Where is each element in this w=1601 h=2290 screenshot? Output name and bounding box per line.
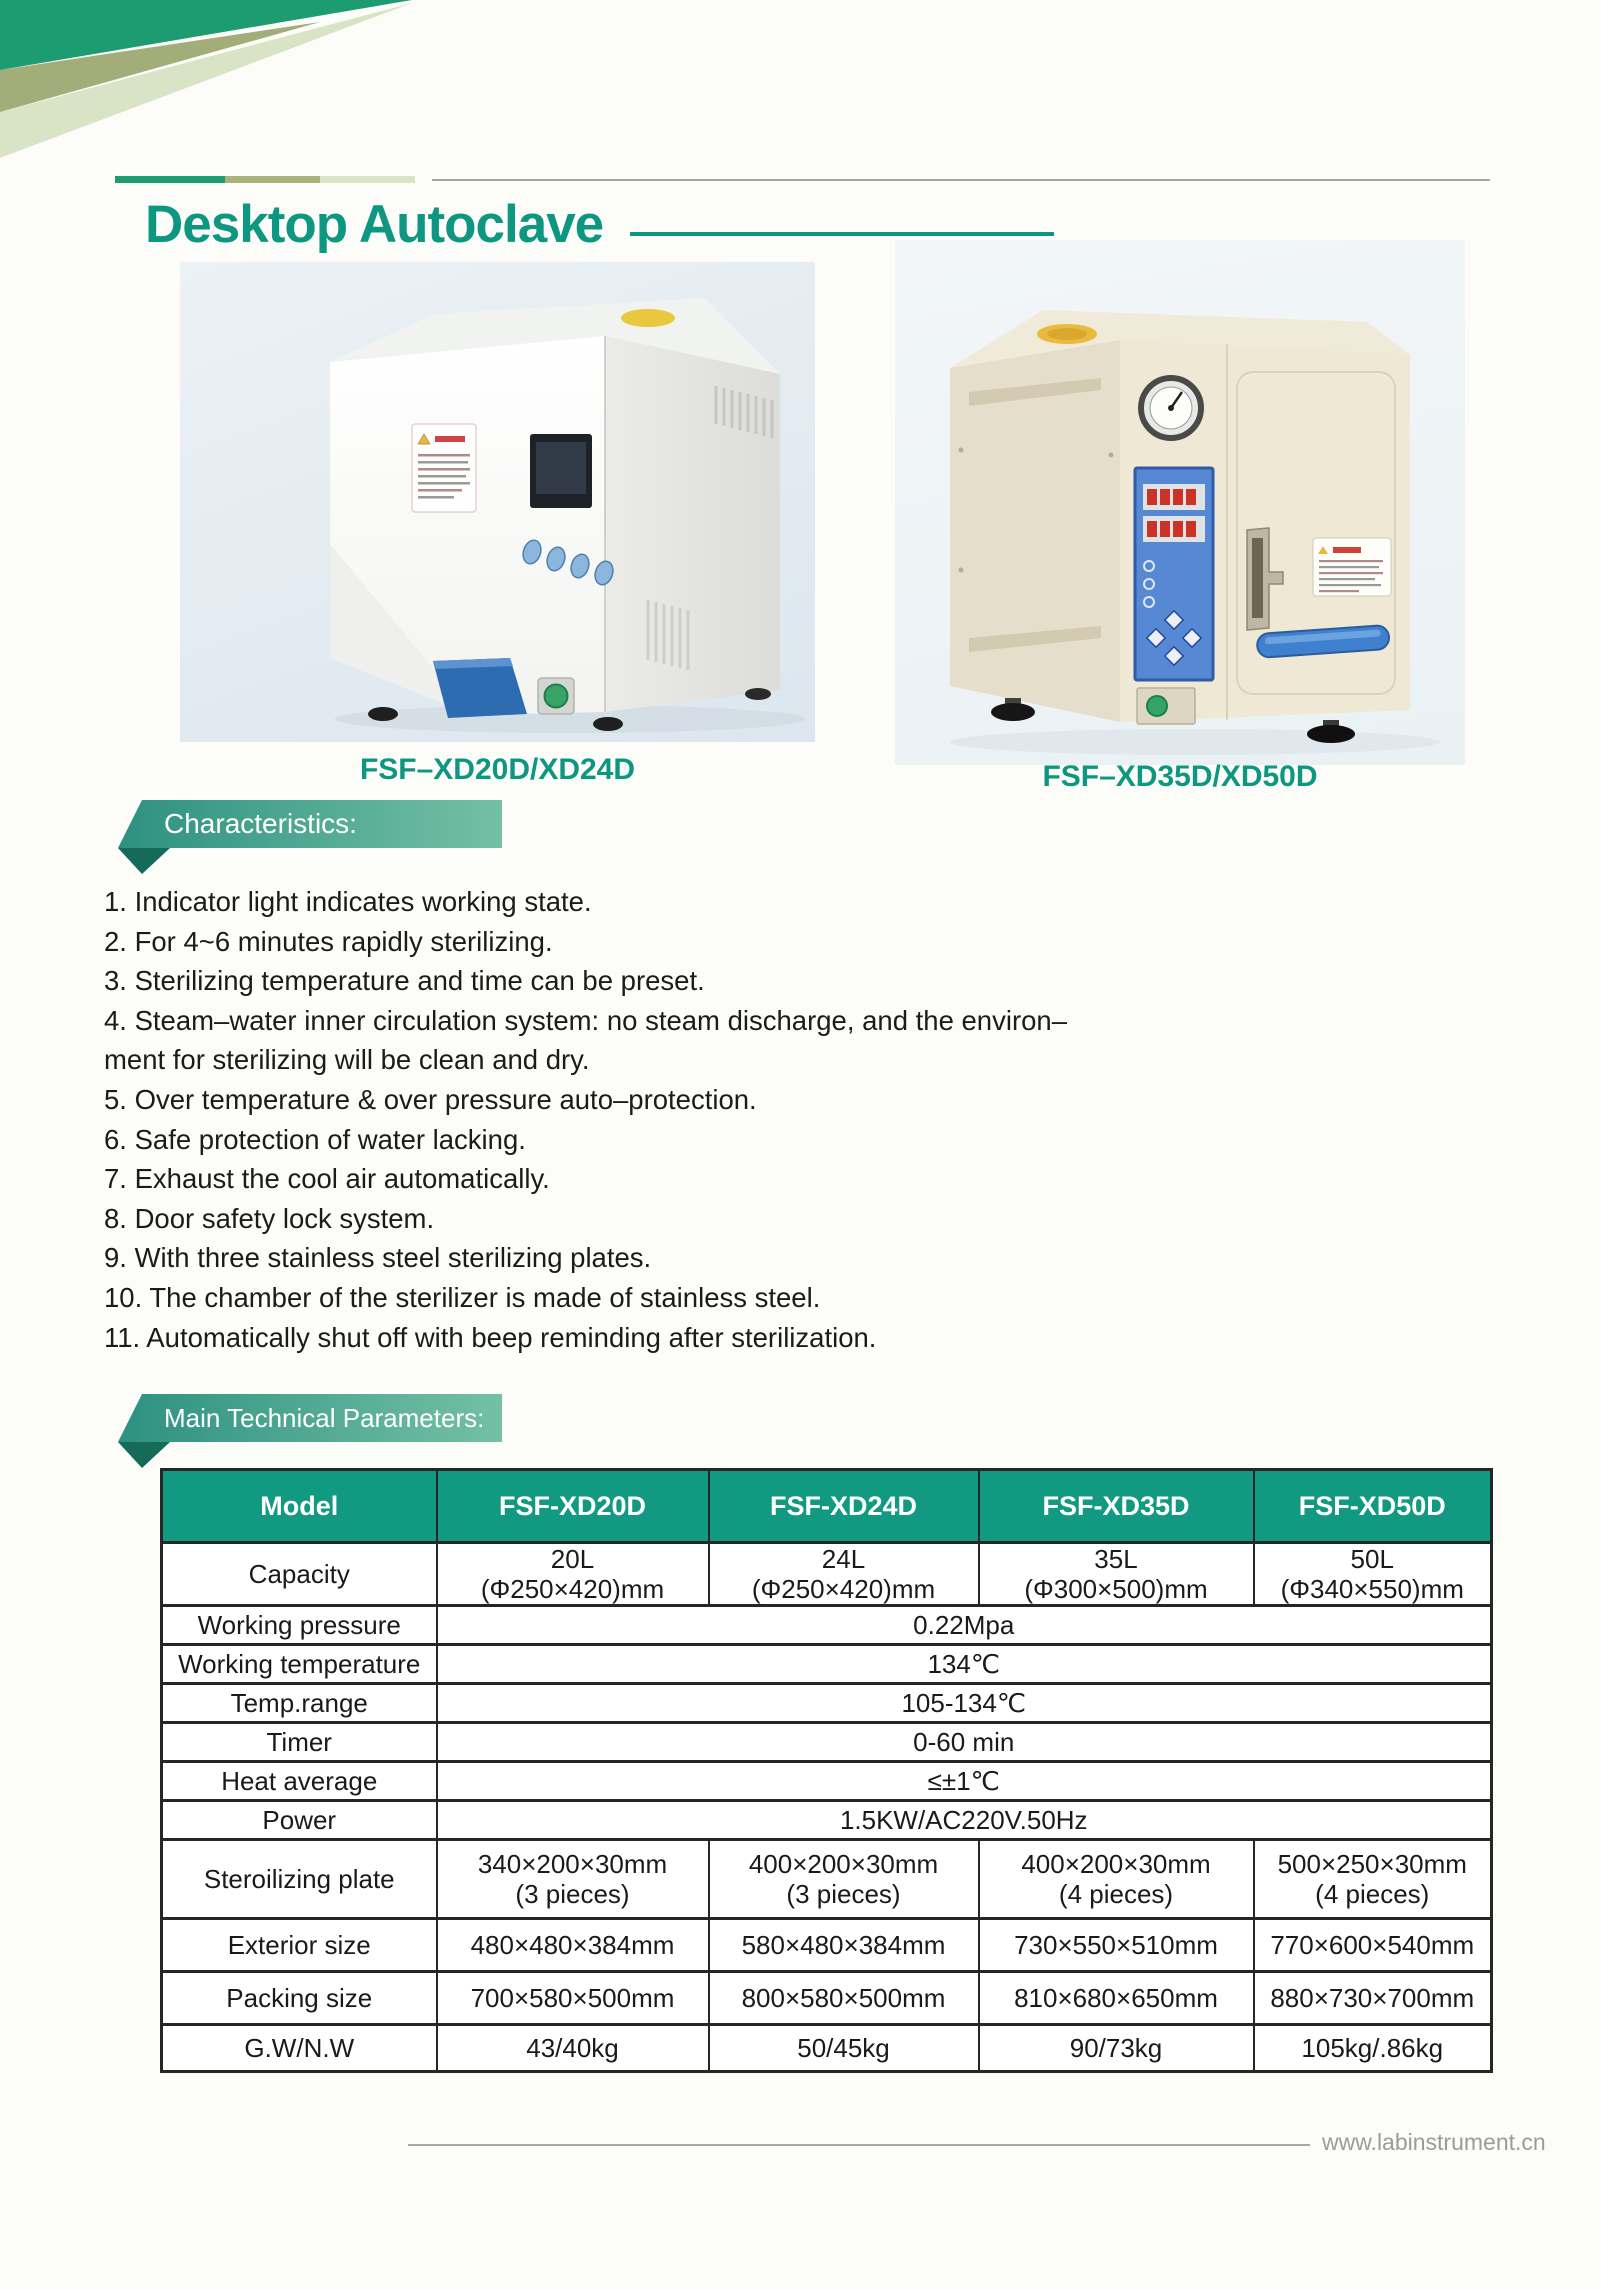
cell-value: 730×550×510mm xyxy=(979,1919,1254,1972)
characteristics-item: 1. Indicator light indicates working state. xyxy=(104,886,592,917)
characteristics-item: 2. For 4~6 minutes rapidly sterilizing. xyxy=(104,925,553,957)
col-header-xd24d: FSF-XD24D xyxy=(709,1470,979,1543)
row-label: Working pressure xyxy=(162,1606,437,1645)
accent-segment-olive xyxy=(225,176,320,183)
col-header-xd20d: FSF-XD20D xyxy=(437,1470,709,1543)
cell-value-span: 134℃ xyxy=(437,1645,1492,1684)
row-label: G.W/N.W xyxy=(162,2025,437,2072)
cell-value: 770×600×540mm xyxy=(1254,1919,1492,1972)
table-row-power xyxy=(162,1801,1492,1840)
characteristics-item: 11. Automatically shut off with beep reminding after sterilization. xyxy=(104,1321,877,1353)
cell-value: 50L xyxy=(1350,1544,1394,1574)
characteristics-item: 7. Exhaust the cool air automatically. xyxy=(104,1163,550,1195)
characteristics-item: 3. Sterilizing temperature and time can be preset. xyxy=(104,965,705,997)
cell-value-span: 0.22Mpa xyxy=(437,1606,1492,1645)
parameters-table xyxy=(160,1468,1493,2073)
cell-value: 105kg/.86kg xyxy=(1254,2025,1492,2072)
characteristics-heading: Characteristics: xyxy=(164,808,357,839)
table-row-working-temperature xyxy=(162,1645,1492,1684)
table-row-timer xyxy=(162,1723,1492,1762)
control-panel xyxy=(1135,468,1213,680)
pressure-gauge xyxy=(1141,378,1201,438)
row-label: Steroilizing plate xyxy=(162,1840,437,1919)
product-photo-xd35d xyxy=(895,240,1465,765)
cell-value: 580×480×384mm xyxy=(709,1919,979,1972)
row-label: Capacity xyxy=(162,1543,437,1606)
row-label: Timer xyxy=(162,1723,437,1762)
footer-website: www.labinstrument.cn xyxy=(1322,2129,1546,2155)
footer-rule xyxy=(408,2144,1310,2146)
row-label: Packing size xyxy=(162,1972,437,2025)
display-screen xyxy=(530,434,592,508)
cell-value: 20L xyxy=(550,1544,595,1574)
model-label-xd35d: FSF–XD35D/XD50D xyxy=(1042,760,1318,793)
header-gray-rule xyxy=(432,179,1490,181)
cell-value: 880×730×700mm xyxy=(1254,1972,1492,2025)
characteristics-item: 9. With three stainless steel sterilizing plates. xyxy=(104,1242,652,1274)
lid-port xyxy=(621,309,675,327)
cell-value: 500×250×30mm xyxy=(1277,1849,1467,1879)
autoclave-illustration-1 xyxy=(180,262,815,742)
characteristics-item: 10. The chamber of the sterilizer is made of stainless steel. xyxy=(104,1281,821,1313)
cell-value: 90/73kg xyxy=(979,2025,1254,2072)
model-label-xd20d: FSF–XD20D/XD24D xyxy=(359,753,636,786)
characteristics-item: 8. Door safety lock system. xyxy=(104,1202,435,1234)
characteristics-item: 5. Over temperature & over pressure auto–protection. xyxy=(104,1083,757,1115)
cell-value: 400×200×30mm xyxy=(748,1849,939,1879)
accent-segment-pale xyxy=(320,176,415,183)
accent-segment-teal xyxy=(115,176,225,183)
warning-label-icon xyxy=(1313,538,1391,596)
cell-value: 35L xyxy=(1094,1544,1138,1574)
row-label: Heat average xyxy=(162,1762,437,1801)
cell-value-span: 1.5KW/AC220V.50Hz xyxy=(437,1801,1492,1840)
table-row-working-pressure xyxy=(162,1606,1492,1645)
characteristics-item: 4. Steam–water inner circulation system: no steam discharge, and the environ– xyxy=(104,1004,1067,1036)
product-photo-xd20d xyxy=(180,262,815,742)
table-row-temp-range xyxy=(162,1684,1492,1723)
row-label: Power xyxy=(162,1801,437,1840)
cell-value-span: 0-60 min xyxy=(437,1723,1492,1762)
table-row-packing-size xyxy=(162,1972,1492,2025)
corner-decoration xyxy=(0,0,420,160)
table-row-heat-average xyxy=(162,1762,1492,1801)
cell-value: 810×680×650mm xyxy=(979,1972,1254,2025)
warning-label-icon xyxy=(412,424,476,512)
col-header-xd50d: FSF-XD50D xyxy=(1254,1470,1492,1543)
table-header-row xyxy=(162,1470,1492,1543)
parameters-heading: Main Technical Parameters: xyxy=(164,1403,485,1433)
power-button xyxy=(538,678,574,714)
cell-value: 50/45kg xyxy=(709,2025,979,2072)
characteristics-item: 6. Safe protection of water lacking. xyxy=(104,1123,526,1155)
characteristics-list xyxy=(104,882,1304,1357)
col-header-model: Model xyxy=(162,1470,437,1543)
table-row-exterior-size xyxy=(162,1919,1492,1972)
table-row-sterilizing-plate: Steroilizing plate 340×200×30mm (3 pieces) 400×200×30mm (3 pieces) 400×200×30mm (4 pieces) 500×250×30mm (4 pieces) xyxy=(162,1840,1492,1919)
table-row-capacity: Capacity 20L (Φ250×420)mm 24L (Φ250×420)mm 35L (Φ300×500)mm 50L (Φ340×550)mm xyxy=(162,1543,1492,1606)
row-label: Exterior size xyxy=(162,1919,437,1972)
cell-value: 43/40kg xyxy=(437,2025,709,2072)
table-row-gross-net-weight xyxy=(162,2025,1492,2072)
cell-value: 340×200×30mm xyxy=(477,1849,668,1879)
title-rule xyxy=(630,232,1054,236)
header-accent-bar xyxy=(115,176,415,183)
cell-value: 700×580×500mm xyxy=(437,1972,709,2025)
row-label: Working temperature xyxy=(162,1645,437,1684)
cell-value: 24L xyxy=(821,1544,866,1574)
cell-value: 480×480×384mm xyxy=(437,1919,709,1972)
cell-value-span: 105-134℃ xyxy=(437,1684,1492,1723)
cell-value-span: ≤±1℃ xyxy=(437,1762,1492,1801)
cell-value: 800×580×500mm xyxy=(709,1972,979,2025)
power-button xyxy=(1137,688,1195,724)
col-header-xd35d: FSF-XD35D xyxy=(979,1470,1254,1543)
page-title: Desktop Autoclave xyxy=(145,195,604,254)
cell-value: 400×200×30mm xyxy=(1021,1849,1211,1879)
characteristics-item-continuation: ment for sterilizing will be clean and dry. xyxy=(104,1044,590,1076)
row-label: Temp.range xyxy=(162,1684,437,1723)
autoclave-illustration-2 xyxy=(895,240,1465,765)
